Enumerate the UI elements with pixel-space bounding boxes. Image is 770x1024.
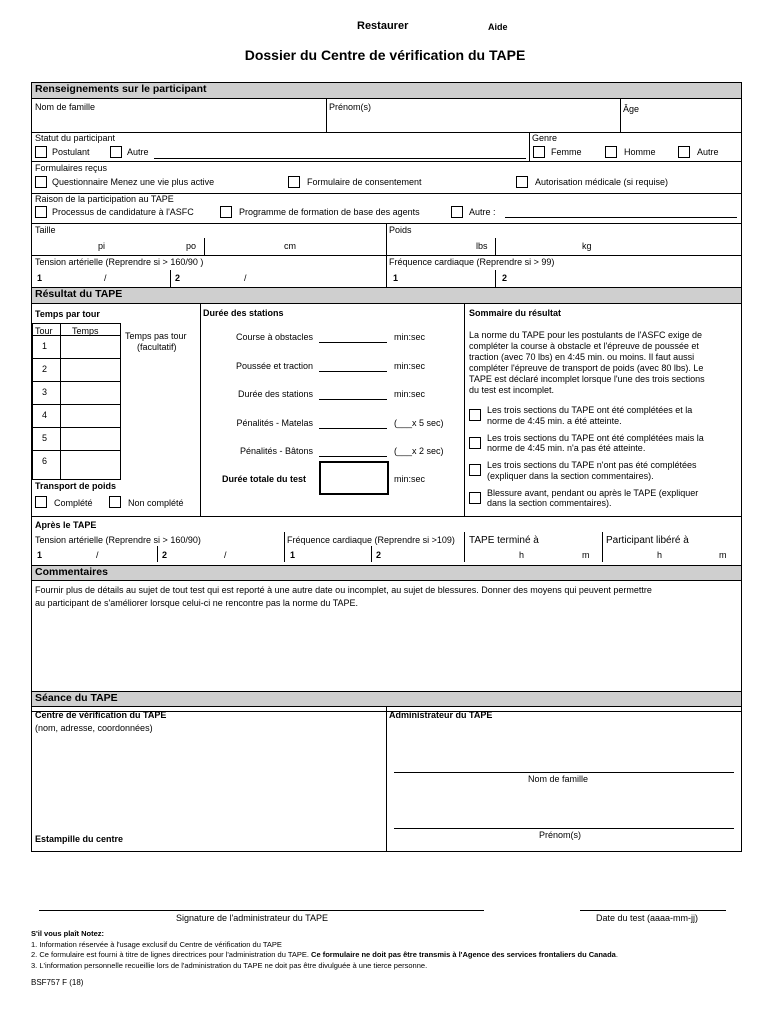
note-2-end: .	[615, 950, 618, 959]
test-ended-hour-unit: h	[519, 550, 525, 560]
reason-label: Raison de la participation au TAPE	[35, 194, 174, 204]
note-2-bold: Ce formulaire ne doit pas être transmis à l'Agence des services frontaliers du Canada	[311, 950, 616, 959]
station-label: Course à obstacles	[235, 332, 313, 342]
transport-complete-label: Complété	[54, 498, 93, 508]
station-label: Pénalités - Bâtons	[239, 446, 313, 456]
basic-training-label: Programme de formation de base des agents	[239, 207, 420, 217]
gender-other-checkbox[interactable]	[678, 146, 690, 158]
bp-label: Tension artérielle (Reprendre si > 160/90 )	[35, 257, 204, 267]
after-hr-reading-1: 1	[290, 550, 296, 560]
result-option-checkbox[interactable]	[469, 437, 481, 449]
transport-complete-checkbox[interactable]	[35, 496, 47, 508]
lap-time-field[interactable]	[62, 382, 120, 403]
lap-number: 6	[42, 456, 48, 466]
session-box	[31, 707, 742, 852]
life-questionnaire-checkbox[interactable]	[35, 176, 47, 188]
transport-label: Transport de poids	[35, 481, 117, 491]
male-checkbox[interactable]	[605, 146, 617, 158]
applicant-label: Postulant	[52, 147, 90, 157]
form-code: BSF757 F (18)	[31, 978, 84, 987]
time-per-lap-header: Temps pas tour	[125, 331, 187, 341]
height-ft-unit: pi	[98, 241, 106, 251]
after-bp-label: Tension artérielle (Reprendre si > 160/90)	[35, 535, 201, 545]
optional-label: (facultatif)	[137, 342, 177, 352]
lap-number: 1	[42, 341, 48, 351]
result-section-header: Résultat du TAPE	[32, 287, 741, 304]
note-2-text: 2. Ce formulaire est fourni à titre de lignes directrices pour l'administration du TAPE.	[31, 950, 312, 959]
result-option-text: norme de 4:45 min. a été atteinte.	[487, 415, 622, 426]
admin-first-name-field[interactable]	[394, 828, 734, 829]
summary-text-line: TAPE est déclaré incomplet lorsque l'une des trois sections	[469, 374, 705, 384]
summary-header: Sommaire du résultat	[469, 308, 562, 318]
reason-other-field[interactable]	[505, 217, 737, 218]
age-label: Âge	[623, 104, 640, 114]
weight-label: Poids	[389, 225, 412, 235]
result-option-text: Les trois sections du TAPE ont été complétées mais la	[487, 432, 704, 443]
station-unit: min:sec	[394, 360, 426, 371]
administrator-label: Administrateur du TAPE	[389, 710, 493, 720]
bp-slash-1: /	[104, 273, 107, 283]
summary-text-line: compléter l'épreuve de transport de poids (avec 80 lbs). Le	[469, 363, 704, 373]
male-label: Homme	[624, 147, 656, 157]
height-label: Taille	[35, 225, 56, 235]
hr-label: Fréquence cardiaque (Reprendre si > 99)	[389, 257, 555, 267]
cbsa-process-checkbox[interactable]	[35, 206, 47, 218]
station-unit: min:sec	[394, 332, 426, 342]
station-time-field[interactable]	[319, 371, 387, 372]
status-other-field[interactable]	[154, 158, 526, 159]
weight-kg-unit: kg	[582, 241, 592, 251]
transport-incomplete-label: Non complété	[128, 498, 184, 508]
medical-checkbox[interactable]	[516, 176, 528, 188]
signature-label: Signature de l'administrateur du TAPE	[176, 913, 328, 923]
result-option-text: Les trois sections du TAPE ont été complétées et la	[487, 405, 693, 415]
basic-training-checkbox[interactable]	[220, 206, 232, 218]
note-1: 1. Information réservée à l'usage exclusif du Centre de vérification du TAPE	[31, 940, 282, 949]
admin-last-name-field[interactable]	[394, 772, 734, 773]
result-option-text: Blessure avant, pendant ou après le TAPE (expliquer	[487, 487, 699, 498]
tape-form	[31, 82, 742, 712]
female-checkbox[interactable]	[533, 146, 545, 158]
station-unit: (___x 2 sec)	[394, 446, 444, 456]
station-label: Poussée et traction	[235, 360, 313, 371]
consent-checkbox[interactable]	[288, 176, 300, 188]
comments-field[interactable]	[33, 613, 740, 689]
transport-incomplete-checkbox[interactable]	[109, 496, 121, 508]
hr-reading-1: 1	[393, 273, 399, 283]
total-duration-field[interactable]	[319, 461, 389, 495]
station-label: Durée des stations	[237, 389, 313, 399]
notes-title: S'il vous plaît Notez:	[31, 929, 105, 938]
lap-time-field[interactable]	[62, 359, 120, 380]
status-other-checkbox[interactable]	[110, 146, 122, 158]
height-cm-unit: cm	[284, 241, 296, 251]
lap-number: 5	[42, 433, 48, 443]
bp-reading-1: 1	[37, 273, 43, 283]
test-date-label: Date du test (aaaa-mm-jj)	[596, 913, 699, 923]
lap-number: 2	[42, 364, 48, 374]
station-time-field[interactable]	[319, 428, 387, 429]
after-bp-slash-1: /	[96, 550, 99, 560]
female-label: Femme	[551, 147, 582, 157]
life-questionnaire-label: Questionnaire Menez une vie plus active	[52, 177, 215, 187]
help-button[interactable]: Aide	[488, 22, 508, 32]
station-time-field[interactable]	[319, 456, 387, 457]
bp-reading-2: 2	[175, 273, 181, 283]
released-hour-unit: h	[657, 550, 663, 560]
applicant-checkbox[interactable]	[35, 146, 47, 158]
station-unit: (___x 5 sec)	[394, 417, 444, 428]
total-duration-unit: min:sec	[394, 474, 426, 484]
after-hr-reading-2: 2	[376, 550, 382, 560]
consent-label: Formulaire de consentement	[307, 177, 422, 187]
after-bp-reading-2: 2	[162, 550, 168, 560]
station-label: Pénalités - Matelas	[236, 417, 313, 428]
status-other-label: Autre	[127, 147, 149, 157]
result-option-text: norme de 4:45 min. n'a pas été atteinte.	[487, 443, 646, 453]
result-option-text: (expliquer dans la section commentaires).	[487, 470, 654, 481]
lap-time-field[interactable]	[62, 405, 120, 426]
centre-sub-label: (nom, adresse, coordonnées)	[35, 723, 153, 733]
signature-field[interactable]	[39, 910, 484, 911]
time-col-header: Temps	[72, 326, 99, 336]
session-section-header: Séance du TAPE	[32, 691, 741, 707]
test-date-field[interactable]	[580, 910, 726, 911]
summary-text-line: compléter la course à obstacle et l'épreuve de poussée et	[469, 341, 699, 351]
document-title: Dossier du Centre de vérification du TAPE	[244, 47, 526, 63]
after-bp-slash-2: /	[224, 550, 227, 560]
test-ended-label: TAPE terminé à	[469, 535, 539, 546]
note-2	[31, 950, 618, 959]
released-label: Participant libéré à	[606, 535, 689, 546]
station-unit: min:sec	[394, 389, 426, 399]
forms-label: Formulaires reçus	[35, 163, 108, 173]
summary-text-line: du test est incomplet.	[469, 385, 555, 395]
released-minute-unit: m	[719, 550, 727, 560]
bp-slash-2: /	[244, 273, 247, 283]
centre-label: Centre de vérification du TAPE	[35, 710, 167, 720]
after-header: Après le TAPE	[35, 520, 97, 530]
comments-instruction-1: Fournir plus de détails au sujet de tout test qui est reporté à une autre date ou incomplet, au sujet de blessures. Donner des moyens qui peuvent permettre	[35, 585, 652, 595]
comments-section-header: Commentaires	[32, 565, 741, 581]
total-duration-label: Durée totale du test	[222, 474, 307, 484]
result-option-text: dans la section commentaires).	[487, 498, 612, 508]
lap-time-field[interactable]	[62, 451, 120, 472]
test-ended-minute-unit: m	[582, 550, 590, 560]
after-bp-reading-1: 1	[37, 550, 43, 560]
result-option-checkbox[interactable]	[469, 409, 481, 421]
reason-other-checkbox[interactable]	[451, 206, 463, 218]
gender-label: Genre	[532, 133, 558, 143]
admin-last-name-label: Nom de famille	[528, 774, 589, 784]
status-label: Statut du participant	[35, 133, 116, 143]
result-option-checkbox[interactable]	[469, 464, 481, 476]
height-in-unit: po	[186, 241, 197, 251]
summary-text-line: traction (avec 70 lbs) en 4:45 min. ou moins. Il faut aussi	[469, 352, 695, 362]
lap-times-label: Temps par tour	[35, 309, 100, 319]
lap-time-field[interactable]	[62, 336, 120, 357]
stamp-label: Estampille du centre	[35, 834, 124, 844]
result-option-checkbox[interactable]	[469, 492, 481, 504]
lap-col-header: Tour	[35, 326, 53, 336]
after-hr-label: Fréquence cardiaque (Reprendre si >109)	[287, 535, 455, 545]
station-time-field[interactable]	[319, 399, 387, 400]
lap-number: 4	[42, 410, 48, 420]
comments-instruction-2: au participant de s'améliorer lorsque celui-ci ne rencontre pas la norme du TAPE.	[35, 598, 359, 608]
hr-reading-2: 2	[502, 273, 508, 283]
admin-first-name-label: Prénom(s)	[539, 830, 582, 840]
last-name-label: Nom de famille	[35, 102, 96, 112]
lap-time-field[interactable]	[62, 428, 120, 449]
lap-number: 3	[42, 387, 48, 397]
cbsa-process-label: Processus de candidature à l'ASFC	[52, 207, 194, 217]
restore-button[interactable]: Restaurer	[357, 20, 409, 32]
weight-lbs-unit: lbs	[476, 241, 488, 251]
note-3: 3. L'information personnelle recueillie lors de l'administration du TAPE ne doit pas être divulguée à une tierce personne.	[31, 961, 428, 970]
first-name-label: Prénom(s)	[329, 102, 372, 112]
reason-other-label: Autre :	[469, 207, 496, 217]
result-option-text: Les trois sections du TAPE n'ont pas été complétées	[487, 460, 697, 470]
summary-text-line: La norme du TAPE pour les postulants de l'ASFC exige de	[469, 330, 703, 340]
station-time-field[interactable]	[319, 342, 387, 343]
stations-header: Durée des stations	[203, 308, 284, 318]
medical-label: Autorisation médicale (si requise)	[535, 177, 669, 187]
gender-other-label: Autre	[697, 147, 719, 157]
participant-section-header: Renseignements sur le participant	[32, 83, 741, 99]
